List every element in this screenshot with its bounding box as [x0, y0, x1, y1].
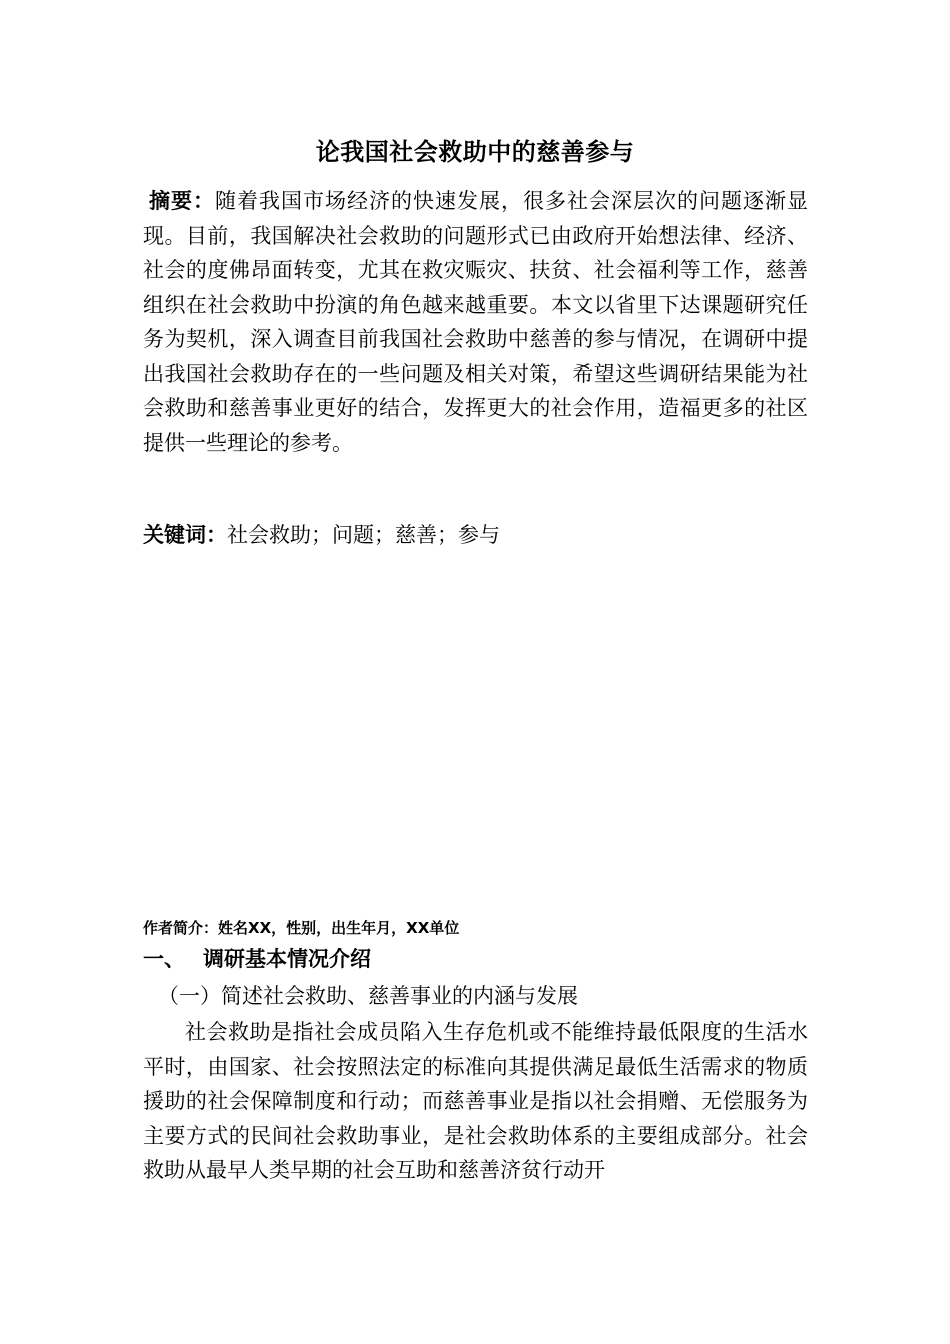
body-paragraph: 社会救助是指社会成员陷入生存危机或不能维持最低限度的生活水平时，由国家、社会按照法定的标准向其提供满足最低生活需求的物质援助的社会保障制度和行动；而慈善事业是指以社会捐赠、无偿服务为主要方式的民间社会救助事业，是社会救助体系的主要组成部分。社会救助从最早人类早期的社会互助和慈善济贫行动开 — [143, 1020, 808, 1182]
section-number: 一、 — [143, 947, 185, 971]
subsection-heading: （一）简述社会救助、慈善事业的内涵与发展 — [158, 984, 578, 1008]
abstract-label: 摘要： — [149, 189, 215, 213]
document-title: 论我国社会救助中的慈善参与 — [315, 138, 635, 166]
section-heading — [143, 944, 371, 974]
keywords-line — [143, 518, 808, 552]
section-title: 调研基本情况介绍 — [203, 947, 371, 971]
keywords-text: 社会救助；问题；慈善；参与 — [227, 523, 500, 547]
abstract-text: 随着我国市场经济的快速发展，很多社会深层次的问题逐渐显现。目前，我国解决社会救助的问题形式已由政府开始想法律、经济、社会的度佛昂面转变，尤其在救灾赈灾、扶贫、社会福利等工作，慈善组织在社会救助中扮演的角色越来越重要。本文以省里下达课题研究任务为契机，深入调查目前我国社会救助中慈善的参与情况，在调研中提出我国社会救助存在的一些问题及相关对策，希望这些调研结果能为社会救助和慈善事业更好的结合，发挥更大的社会作用，造福更多的社区提供一些理论的参考。 — [143, 189, 808, 455]
abstract-paragraph — [143, 184, 808, 460]
keywords-label: 关键词： — [143, 523, 227, 547]
author-note: 作者简介：姓名XX，性别，出生年月，XX单位 — [143, 919, 460, 937]
